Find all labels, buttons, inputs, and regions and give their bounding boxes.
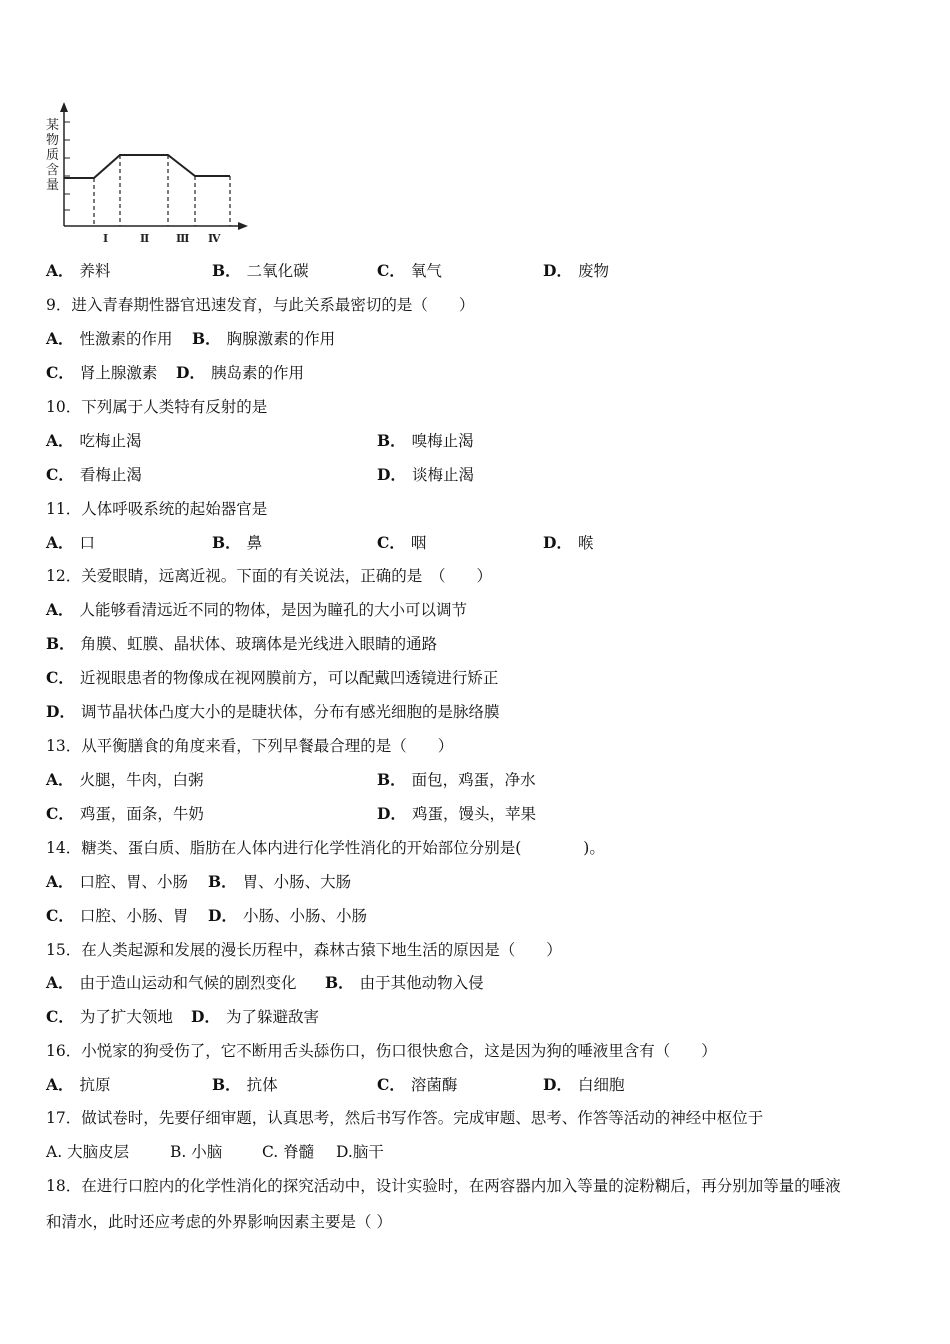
option-text: 鼻 xyxy=(246,534,263,552)
x-label-2: Ⅱ xyxy=(140,232,150,245)
q12-option-d[interactable] xyxy=(46,702,499,722)
q10-option-c[interactable] xyxy=(46,465,142,485)
option-text: 为了扩大领地 xyxy=(79,1008,173,1026)
option-text: 胰岛素的作用 xyxy=(210,364,304,382)
q8-option-d[interactable] xyxy=(543,261,609,281)
x-label-1: Ⅰ xyxy=(103,232,109,245)
option-text: 由于造山运动和气候的剧烈变化 xyxy=(79,974,297,992)
option-label: A. xyxy=(46,1143,63,1161)
option-label: A． xyxy=(46,1075,74,1094)
option-text: 白细胞 xyxy=(577,1076,625,1094)
q9-stem: 9．进入青春期性器官迅速发育，与此关系最密切的是（ ） xyxy=(46,296,475,314)
q17-stem: 17．做试卷时，先要仔细审题，认真思考，然后书写作答。完成审题、思考、作答等活动的神经中枢位于 xyxy=(46,1109,764,1127)
option-label: D． xyxy=(377,465,406,484)
option-text: 废物 xyxy=(577,262,609,280)
q9-option-b[interactable] xyxy=(192,329,335,349)
option-label: D． xyxy=(543,1075,572,1094)
y-label-char-2: 物 xyxy=(46,133,60,148)
q15-option-b[interactable] xyxy=(325,973,484,993)
option-label: B． xyxy=(325,973,354,992)
q18-stem-continued: 和清水，此时还应考虑的外界影响因素主要是（ ） xyxy=(46,1213,392,1231)
graph-svg xyxy=(40,98,255,248)
option-text: 溶菌酶 xyxy=(410,1076,458,1094)
substance-content-graph xyxy=(40,98,255,248)
option-text: 嗅梅止渴 xyxy=(411,432,474,450)
option-label: C． xyxy=(46,906,74,925)
q11-option-b[interactable] xyxy=(212,533,262,553)
q14-option-c[interactable] xyxy=(46,906,188,926)
option-label: D． xyxy=(543,261,572,280)
option-label: A． xyxy=(46,329,74,348)
option-label: D． xyxy=(176,363,205,382)
option-text: 面包，鸡蛋，净水 xyxy=(411,771,536,789)
y-label-char-5: 量 xyxy=(46,178,60,193)
option-text: 鸡蛋，馒头，苹果 xyxy=(411,805,536,823)
q14-stem: 14．糖类、蛋白质、脂肪在人体内进行化学性消化的开始部位分别是( )。 xyxy=(46,839,605,857)
option-label: B． xyxy=(377,431,406,450)
option-text: 胃、小肠、大肠 xyxy=(242,873,352,891)
option-text: 为了躲避敌害 xyxy=(225,1008,319,1026)
q13-option-a[interactable] xyxy=(46,770,204,790)
option-text: 调节晶状体凸度大小的是睫状体，分布有感光细胞的是脉络膜 xyxy=(80,703,500,721)
option-label: C． xyxy=(46,465,74,484)
option-text: 喉 xyxy=(577,534,594,552)
q13-option-c[interactable] xyxy=(46,804,204,824)
option-text: 咽 xyxy=(410,534,427,552)
q8-option-c[interactable] xyxy=(377,261,442,281)
option-text: 角膜、虹膜、晶状体、玻璃体是光线进入眼睛的通路 xyxy=(80,635,438,653)
q12-option-b[interactable] xyxy=(46,634,437,654)
q18-stem: 18．在进行口腔内的化学性消化的探究活动中，设计实验时，在两容器内加入等量的淀粉糊后，再分别加等量的唾液 xyxy=(46,1177,841,1195)
option-label: A． xyxy=(46,600,74,619)
option-label: B． xyxy=(212,261,241,280)
option-text: 火腿，牛肉，白粥 xyxy=(79,771,204,789)
q17-option-b[interactable] xyxy=(170,1142,222,1162)
q17-option-c[interactable] xyxy=(262,1142,314,1162)
q13-option-d[interactable] xyxy=(377,804,536,824)
option-label: A． xyxy=(46,872,74,891)
q8-option-a[interactable] xyxy=(46,261,111,281)
option-text: 人能够看清远近不同的物体，是因为瞳孔的大小可以调节 xyxy=(79,601,468,619)
option-text: 抗体 xyxy=(246,1076,278,1094)
q16-option-c[interactable] xyxy=(377,1075,457,1095)
option-label: A． xyxy=(46,973,74,992)
option-text: 肾上腺激素 xyxy=(79,364,158,382)
q11-option-d[interactable] xyxy=(543,533,593,553)
q9-option-c[interactable] xyxy=(46,363,157,383)
q12-option-c[interactable] xyxy=(46,668,498,688)
option-label: D． xyxy=(377,804,406,823)
y-label-char-3: 质 xyxy=(46,148,60,163)
q17-option-d[interactable] xyxy=(336,1142,384,1162)
q12-option-a[interactable] xyxy=(46,600,467,620)
y-label-char-4: 含 xyxy=(46,163,60,178)
option-label: C． xyxy=(377,1075,405,1094)
x-label-3: Ⅲ xyxy=(176,232,190,245)
option-label: D． xyxy=(46,702,75,721)
option-label: D. xyxy=(336,1143,353,1161)
option-text: 氧气 xyxy=(410,262,442,280)
option-text: 吃梅止渴 xyxy=(79,432,142,450)
q16-stem: 16．小悦家的狗受伤了，它不断用舌头舔伤口，伤口很快愈合，这是因为狗的唾液里含有（ ） xyxy=(46,1042,717,1060)
option-text: 小脑 xyxy=(191,1143,223,1161)
option-text: 抗原 xyxy=(79,1076,111,1094)
option-label: D． xyxy=(191,1007,220,1026)
option-label: B． xyxy=(212,1075,241,1094)
q9-option-d[interactable] xyxy=(176,363,304,383)
q16-option-b[interactable] xyxy=(212,1075,278,1095)
option-text: 小肠、小肠、小肠 xyxy=(242,907,367,925)
q15-option-d[interactable] xyxy=(191,1007,319,1027)
option-text: 鸡蛋，面条，牛奶 xyxy=(79,805,204,823)
q14-option-d[interactable] xyxy=(208,906,367,926)
q16-option-a[interactable] xyxy=(46,1075,111,1095)
option-label: B． xyxy=(208,872,237,891)
option-label: C． xyxy=(46,1007,74,1026)
q11-stem: 11．人体呼吸系统的起始器官是 xyxy=(46,500,268,518)
option-label: A． xyxy=(46,770,74,789)
option-text: 近视眼患者的物像成在视网膜前方，可以配戴凹透镜进行矫正 xyxy=(79,669,499,687)
option-text: 口 xyxy=(79,534,96,552)
q10-option-d[interactable] xyxy=(377,465,474,485)
option-text: 看梅止渴 xyxy=(79,466,142,484)
option-label: A． xyxy=(46,533,74,552)
option-label: C. xyxy=(262,1143,279,1161)
option-label: B． xyxy=(192,329,221,348)
q16-option-d[interactable] xyxy=(543,1075,624,1095)
y-label-char-1: 某 xyxy=(46,118,60,133)
option-label: C． xyxy=(377,261,405,280)
q14-option-a[interactable] xyxy=(46,872,188,892)
option-label: C． xyxy=(46,363,74,382)
option-text: 口腔、胃、小肠 xyxy=(79,873,189,891)
option-text: 谈梅止渴 xyxy=(411,466,474,484)
option-label: A． xyxy=(46,431,74,450)
option-label: B． xyxy=(377,770,406,789)
q11-option-a[interactable] xyxy=(46,533,95,553)
q10-option-a[interactable] xyxy=(46,431,142,451)
q8-option-b[interactable] xyxy=(212,261,309,281)
option-text: 脊髓 xyxy=(283,1143,315,1161)
option-label: B. xyxy=(170,1143,187,1161)
q12-stem: 12．关爱眼睛，远离近视。下面的有关说法，正确的是 （ ） xyxy=(46,567,492,585)
q10-stem: 10．下列属于人类特有反射的是 xyxy=(46,398,268,416)
q15-stem: 15．在人类起源和发展的漫长历程中，森林古猿下地生活的原因是（ ） xyxy=(46,941,562,959)
option-text: 大脑皮层 xyxy=(67,1143,130,1161)
option-label: D． xyxy=(543,533,572,552)
option-label: B． xyxy=(212,533,241,552)
q13-option-b[interactable] xyxy=(377,770,536,790)
option-text: 性激素的作用 xyxy=(79,330,173,348)
q15-option-a[interactable] xyxy=(46,973,297,993)
option-label: C． xyxy=(46,804,74,823)
option-text: 由于其他动物入侵 xyxy=(359,974,484,992)
option-label: B． xyxy=(46,634,75,653)
option-text: 胸腺激素的作用 xyxy=(226,330,336,348)
x-label-4: Ⅳ xyxy=(208,232,221,245)
q17-option-a[interactable] xyxy=(46,1142,129,1162)
q14-option-b[interactable] xyxy=(208,872,351,892)
option-text: 脑干 xyxy=(352,1143,384,1161)
option-label: C． xyxy=(46,668,74,687)
q9-option-a[interactable] xyxy=(46,329,173,349)
q10-option-b[interactable] xyxy=(377,431,474,451)
option-text: 口腔、小肠、胃 xyxy=(79,907,189,925)
option-text: 养料 xyxy=(79,262,111,280)
q11-option-c[interactable] xyxy=(377,533,426,553)
option-label: A． xyxy=(46,261,74,280)
option-text: 二氧化碳 xyxy=(246,262,309,280)
option-label: D． xyxy=(208,906,237,925)
q13-stem: 13．从平衡膳食的角度来看，下列早餐最合理的是（ ） xyxy=(46,737,454,755)
option-label: C． xyxy=(377,533,405,552)
q15-option-c[interactable] xyxy=(46,1007,173,1027)
